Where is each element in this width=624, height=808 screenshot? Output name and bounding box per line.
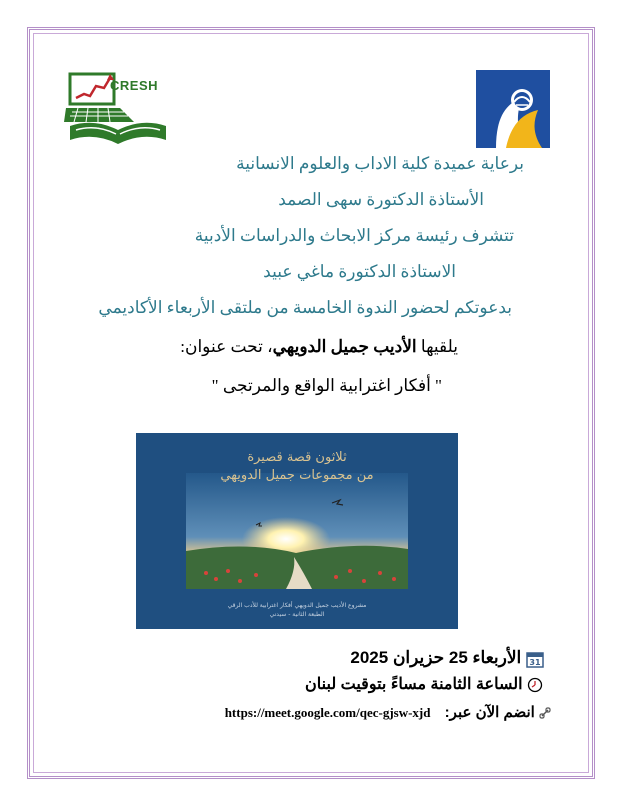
cresh-logo-text: CRESH xyxy=(110,78,159,93)
book-cover-image xyxy=(136,433,458,629)
dean-name-line: الأستاذة الدكتورة سهى الصمد xyxy=(278,190,484,209)
book-footer-line2: الطبعة الثانية - سيدني xyxy=(269,611,325,618)
clock-icon xyxy=(527,677,543,693)
event-time-row xyxy=(305,674,543,694)
patronage-line: برعاية عميدة كلية الاداب والعلوم الانسانية xyxy=(236,154,524,173)
join-label: انضم الآن عبر: xyxy=(444,704,535,721)
event-date-row xyxy=(350,648,544,668)
center-head-name-line: الاستاذة الدكتورة ماغي عبيد xyxy=(263,262,456,281)
calendar-icon xyxy=(526,650,544,668)
event-date: الأربعاء 25 حزيران 2025 xyxy=(350,648,522,667)
speaker-prefix: يلقيها xyxy=(416,337,458,356)
book-title-line1: ثلاثون قصة قصيرة xyxy=(247,450,347,465)
speaker-line xyxy=(180,337,458,357)
meeting-link[interactable]: https://meet.google.com/qec-gjsw-xjd xyxy=(224,705,431,720)
center-head-line: تتشرف رئيسة مركز الابحاث والدراسات الأدبية xyxy=(194,226,514,245)
svg-text:31: 31 xyxy=(529,657,541,667)
book-title-line2: من مجموعات جميل الدويهي xyxy=(220,468,374,483)
speaker-suffix: ، تحت عنوان: xyxy=(180,337,273,356)
event-time: الساعة الثامنة مساءً بتوقيت لبنان xyxy=(305,676,523,693)
speaker-name: الأديب جميل الدويهي xyxy=(272,337,417,356)
book-footer-line1: مشروع الأديب جميل الدويهي أفكار اغترابية للأدب الرقي xyxy=(227,602,367,609)
invitation-line: بدعوتكم لحضور الندوة الخامسة من ملتقى الأربعاء الأكاديمي xyxy=(98,298,512,317)
link-icon xyxy=(539,707,551,719)
university-logo xyxy=(476,70,550,148)
join-row xyxy=(225,703,551,721)
talk-title: " أفكار اغترابية الواقع والمرتجى " xyxy=(211,376,442,395)
